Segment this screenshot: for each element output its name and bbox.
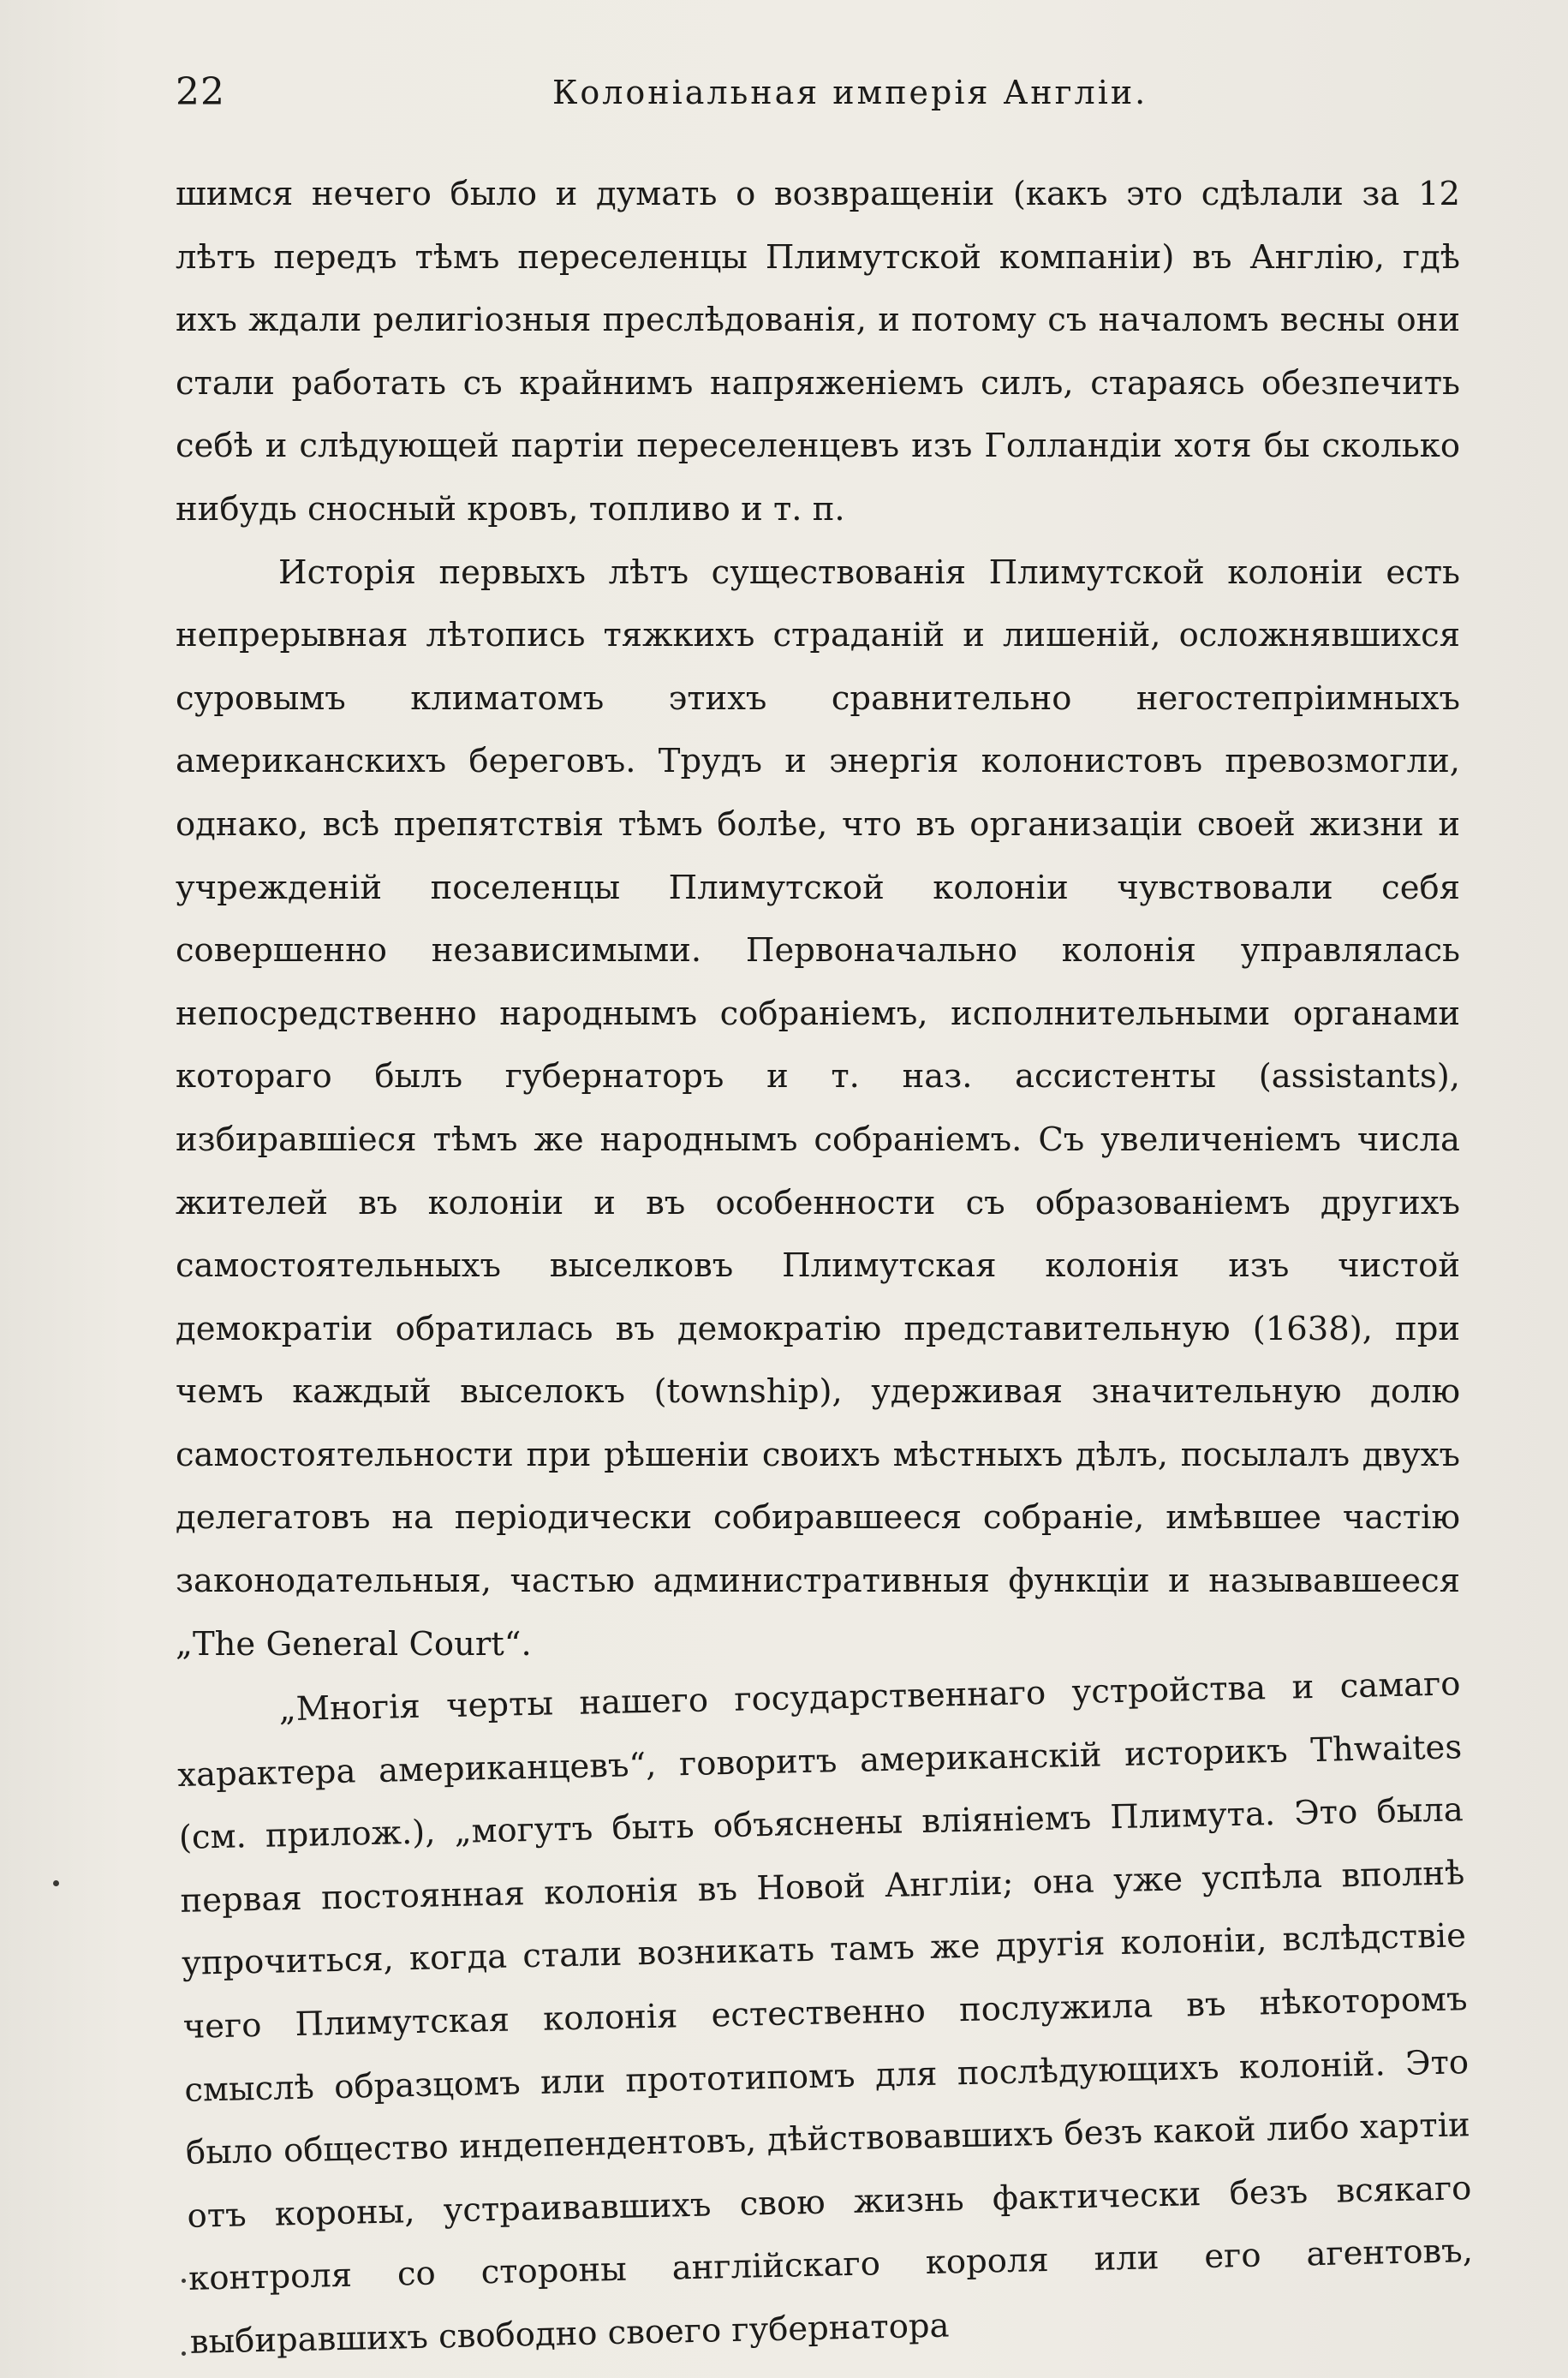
paragraph-plymouth-history: Исторія первыхъ лѣтъ существованія Плимутской колоніи есть непрерывная лѣтопись тяжкихъ страданій и лишеній, осложнявшихся суровымъ климатомъ этихъ сравнительно негостепріимныхъ американскихъ береговъ. Трудъ и энергія колонистовъ превозмогли, однако, всѣ препятствія тѣмъ болѣе, что въ организаціи своей жизни и учрежденій поселенцы Плимутской колоніи чувствовали себя совершенно независимыми. Первоначально колонія управлялась непосредственно народнымъ собраніемъ, исполнительными органами котораго былъ губернаторъ и т. наз. ассистенты (assistants), избиравшіеся тѣмъ же народнымъ собраніемъ. Съ увеличеніемъ числа жителей въ колоніи и въ особенности съ образованіемъ другихъ самостоятельныхъ выселковъ Плимутская колонія изъ чистой демократіи обратилась въ демократію представительную (1638), при чемъ каждый выселокъ (township), удерживая значительную долю самостоятельности при рѣшеніи своихъ мѣстныхъ дѣлъ, посылалъ двухъ делегатовъ на періодически собиравшееся собраніе, имѣвшее частію законодательныя, частью административныя функціи и называвшееся „The General Court“. xyxy=(176,553,1460,1664)
paragraph-thwaites-quote: „Многія черты нашего государственнаго устройства и самаго характера американцевъ“, говоритъ американскій историкъ Thwaites (см. прилож.), „могутъ быть объяснены вліяніемъ Плимута. Это была первая постоянная колонія въ Новой Англіи; она уже успѣла вполнѣ упрочиться, когда стали возникать тамъ же другія колоніи, вслѣдствіе чего Плимутская колонія естественно послужила въ нѣкоторомъ смыслѣ образцомъ или прототипомъ для послѣдующихъ колоній. Это было общество индепендентовъ, дѣйствовавшихъ безъ какой либо хартіи отъ короны, устраивавшихъ свою жизнь фактически безъ всякаго контроля со стороны англійскаго короля или его агентовъ, выбиравшихъ свободно своего губернатора xyxy=(176,1664,1474,2362)
body-text xyxy=(176,163,1474,2375)
print-speck xyxy=(182,2279,186,2283)
print-speck xyxy=(53,1880,59,1886)
page-number: 22 xyxy=(176,70,225,114)
running-title: Колоніальная имперія Англіи. xyxy=(552,74,1148,111)
page-header xyxy=(176,70,1460,122)
paragraph-continuation: шимся нечего было и думать о возвращеніи (какъ это сдѣлали за 12 лѣтъ передъ тѣмъ переселенцы Плимутской компаніи) въ Англію, гдѣ ихъ ждали религіозныя преслѣдованія, и потому съ началомъ весны они стали работать съ крайнимъ напряженіемъ силъ, стараясь обезпечить себѣ и слѣдующей партіи переселенцевъ изъ Голландіи хотя бы сколько нибудь сносный кровъ, топливо и т. п. xyxy=(176,175,1460,529)
print-speck xyxy=(182,2351,186,2356)
